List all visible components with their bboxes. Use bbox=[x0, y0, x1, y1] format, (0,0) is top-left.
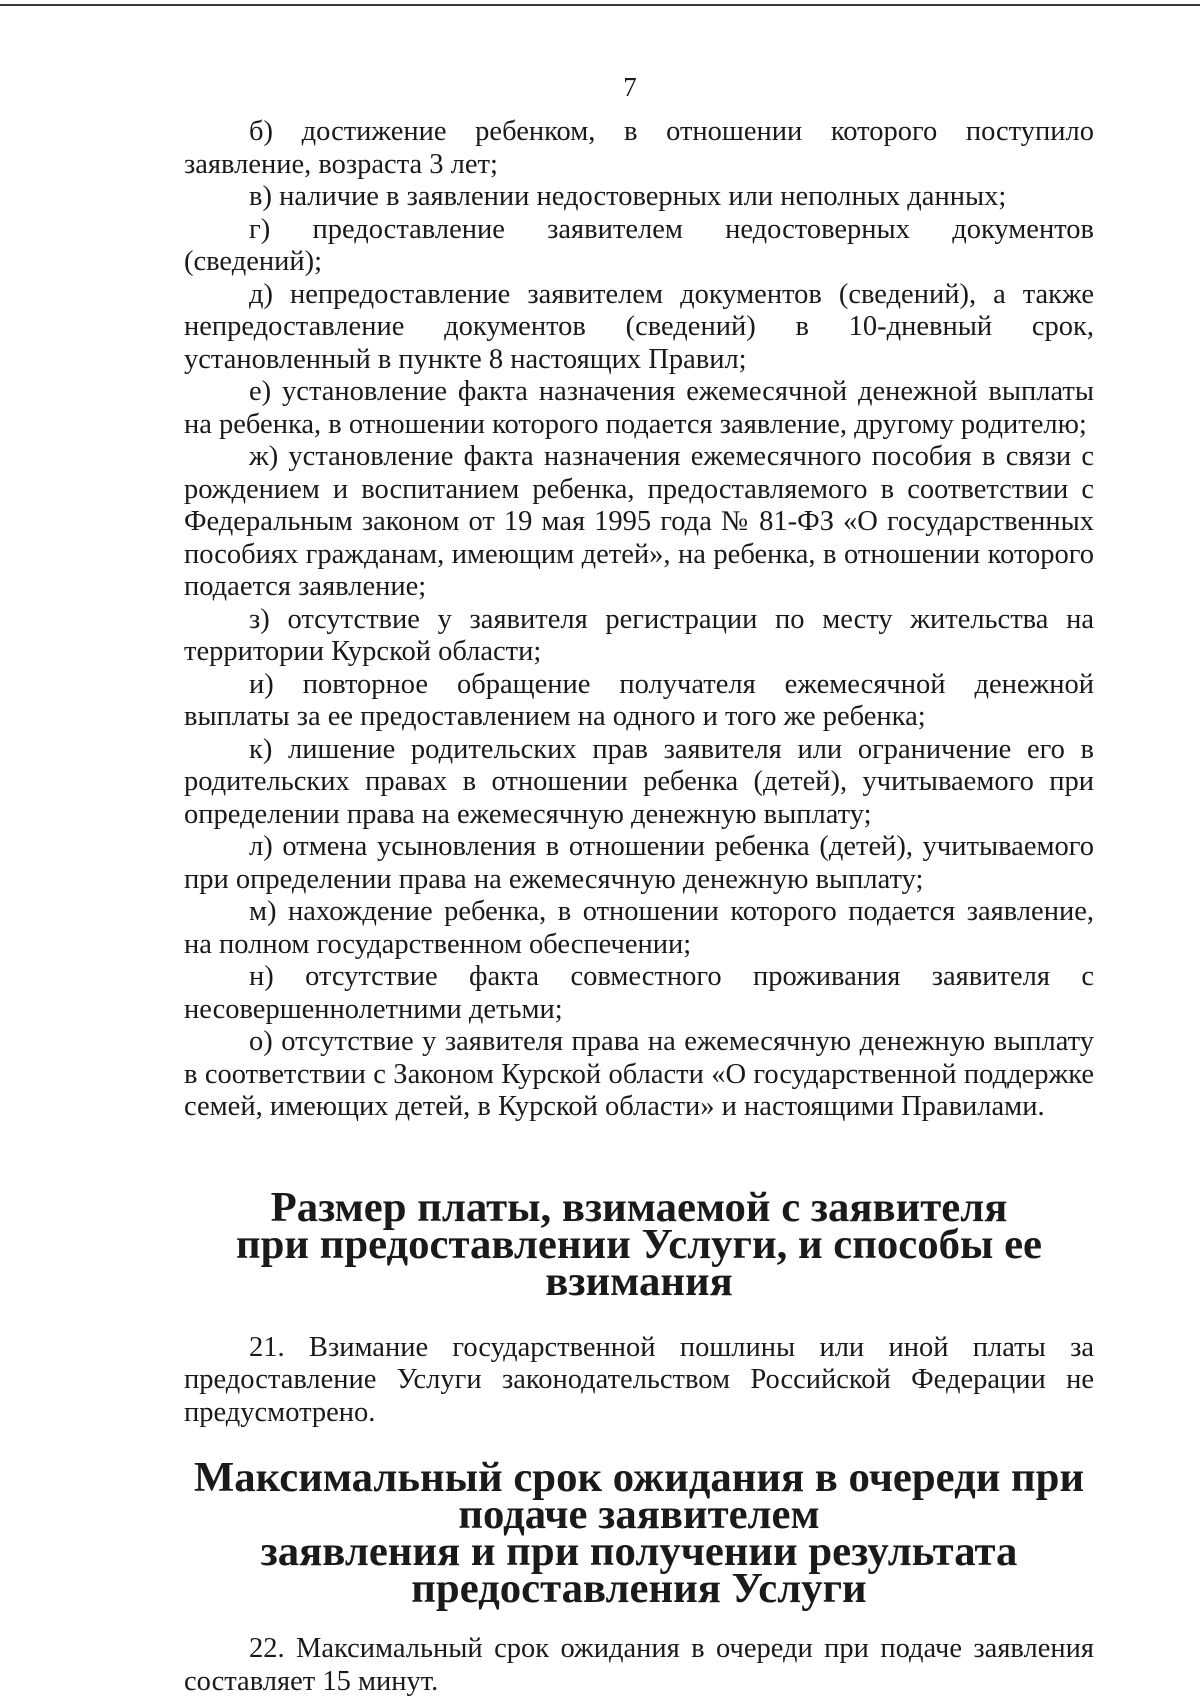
page-number: 7 bbox=[623, 72, 637, 102]
section-heading-queue-line2: заявления и при получении результата предоставления Услуги bbox=[260, 1528, 1018, 1612]
paragraph-22: 22. Максимальный срок ожидания в очереди при подаче заявления составляет 15 минут. bbox=[184, 1633, 1094, 1697]
paragraph-21: 21. Взимание государственной пошлины или иной платы за предоставление Услуги законодательством Российской Федерации не предусмотрено. bbox=[184, 1331, 1094, 1428]
list-item-e: е) установление факта назначения ежемесячной денежной выплаты на ребенка, в отношении которого подается заявление, другому родителю; bbox=[184, 376, 1094, 440]
list-item-d: д) непредоставление заявителем документов (сведений), а также непредоставление документов (сведений) в 10-дневный срок, установленный в пункте 8 настоящих Правил; bbox=[184, 278, 1094, 375]
section-heading-fee-line2: при предоставлении Услуги, и способы ее взимания bbox=[235, 1220, 1043, 1305]
section-heading-queue bbox=[184, 1454, 1094, 1612]
list-item-l: л) отмена усыновления в отношении ребенка (детей), учитываемого при определении права на ежемесячную денежную выплату; bbox=[184, 831, 1094, 895]
document-body bbox=[184, 116, 1094, 1698]
list-item-i: и) повторное обращение получателя ежемесячной денежной выплаты за ее предоставлением на одного и того же ребенка; bbox=[184, 668, 1094, 732]
list-item-b: б) достижение ребенком, в отношении которого поступило заявление, возраста 3 лет; bbox=[184, 116, 1094, 180]
list-item-o: о) отсутствие у заявителя права на ежемесячную денежную выплату в соответствии с Законом Курской области «О государственной поддержке семей, имеющих детей, в Курской области» и настоящими Правилами. bbox=[184, 1026, 1094, 1122]
scan-top-border bbox=[0, 4, 1200, 6]
list-item-z: з) отсутствие у заявителя регистрации по месту жительства на территории Курской области; bbox=[184, 603, 1094, 667]
list-item-m: м) нахождение ребенка, в отношении которого подается заявление, на полном государственном обеспечении; bbox=[184, 896, 1094, 960]
section-heading-fee-line1: Размер платы, взимаемой с заявителя bbox=[270, 1183, 1008, 1231]
list-item-k: к) лишение родительских прав заявителя или ограничение его в родительских правах в отношении ребенка (детей), учитываемого при определении права на ежемесячную денежную выплату; bbox=[184, 733, 1094, 830]
list-item-zh: ж) установление факта назначения ежемесячного пособия в связи с рождением и воспитанием ребенка, предоставляемого в соответствии с Федеральным законом от 19 мая 1995 года № 81-ФЗ «О государственных пособиях гражданам, имеющим детей», на ребенка, в отношении которого подается заявление; bbox=[184, 441, 1094, 602]
list-item-g: г) предоставление заявителем недостоверных документов (сведений); bbox=[184, 213, 1094, 277]
section-heading-fee bbox=[184, 1183, 1094, 1305]
section-heading-queue-line1: Максимальный срок ожидания в очереди при подаче заявителем bbox=[193, 1454, 1085, 1538]
list-item-n: н) отсутствие факта совместного проживания заявителя с несовершеннолетними детьми; bbox=[184, 961, 1094, 1025]
list-item-v: в) наличие в заявлении недостоверных или неполных данных; bbox=[249, 181, 1007, 212]
